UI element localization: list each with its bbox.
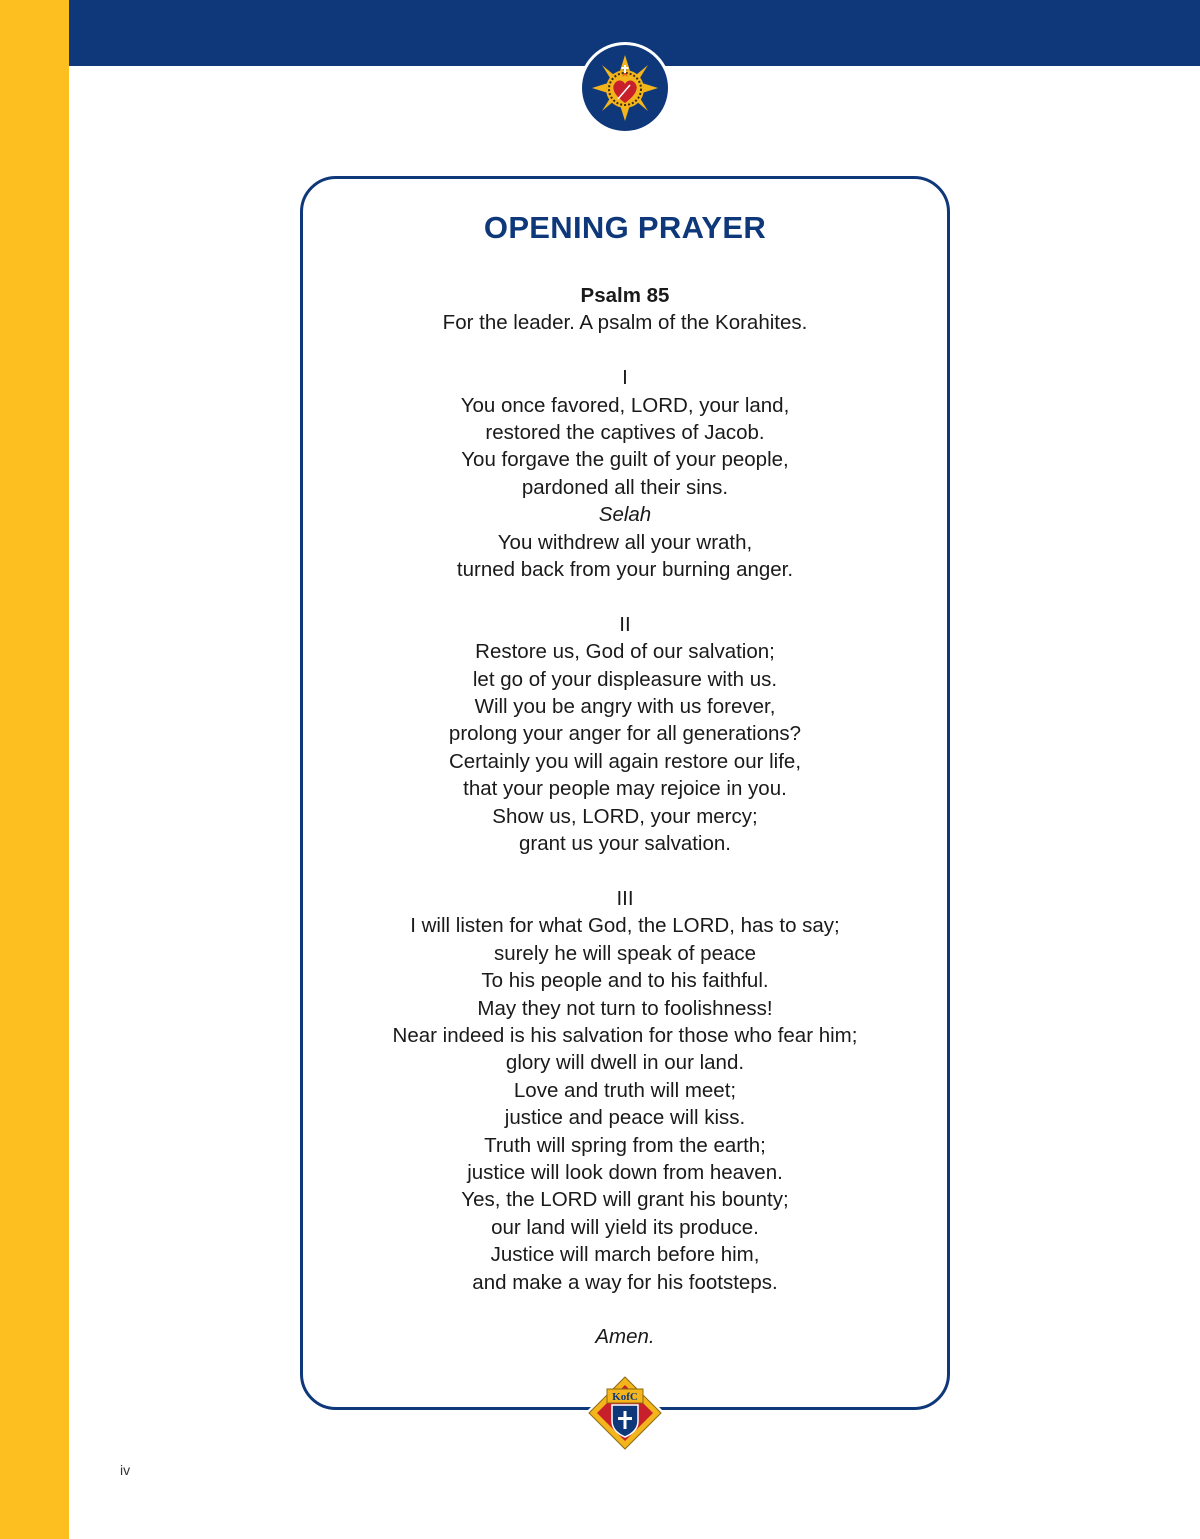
knights-of-columbus-emblem-icon: [583, 1371, 667, 1455]
verse-line: You forgave the guilt of your people,: [461, 448, 789, 472]
verse-line: Near indeed is his salvation for those who fear him;: [392, 1023, 858, 1047]
verse-line: grant us your salvation.: [519, 832, 731, 856]
verse-line: Certainly you will again restore our life,: [448, 749, 802, 773]
verse-line: Yes, the LORD will grant his bounty;: [461, 1188, 789, 1212]
selah-line: Selah: [598, 503, 652, 527]
verse-line: let go of your displeasure with us.: [472, 667, 778, 691]
psalm-text: [300, 282, 950, 1351]
closing-amen: Amen.: [595, 1325, 655, 1349]
verse-line: Love and truth will meet;: [513, 1078, 737, 1102]
verse-line: pardoned all their sins.: [521, 475, 729, 499]
verse-line: restored the captives of Jacob.: [485, 421, 765, 445]
emblem-text: KofC: [612, 1391, 638, 1403]
section-numeral: III: [616, 886, 634, 910]
sacred-heart-icon: [578, 41, 672, 135]
verse-line: surely he will speak of peace: [493, 941, 757, 965]
verse-line: Restore us, God of our salvation;: [475, 640, 775, 664]
verse-line: I will listen for what God, the LORD, has to say;: [410, 914, 840, 938]
psalm-heading: Psalm 85: [580, 284, 670, 307]
verse-line: May they not turn to foolishness!: [477, 996, 773, 1020]
verse-line: To his people and to his faithful.: [481, 969, 769, 993]
page-number: iv: [120, 1462, 131, 1478]
section-numeral: II: [619, 612, 631, 636]
verse-line: You withdrew all your wrath,: [497, 530, 753, 554]
side-gold-stripe: [0, 0, 69, 1539]
verse-line: glory will dwell in our land.: [505, 1051, 745, 1075]
verse-line: justice will look down from heaven.: [467, 1160, 783, 1184]
verse-line: Justice will march before him,: [490, 1243, 760, 1267]
verse-line: Will you be angry with us forever,: [474, 695, 776, 719]
verse-line: our land will yield its produce.: [491, 1215, 759, 1239]
section-numeral: I: [622, 366, 628, 390]
verse-line: turned back from your burning anger.: [456, 558, 794, 582]
verse-line: and make a way for his footsteps.: [472, 1270, 778, 1294]
verse-line: prolong your anger for all generations?: [448, 722, 802, 746]
verse-line: Truth will spring from the earth;: [484, 1133, 766, 1157]
verse-line: Show us, LORD, your mercy;: [492, 804, 758, 828]
verse-line: justice and peace will kiss.: [504, 1106, 746, 1130]
verse-line: that your people may rejoice in you.: [463, 777, 787, 801]
page-title: OPENING PRAYER: [483, 210, 767, 245]
verse-line: You once favored, LORD, your land,: [460, 393, 790, 417]
psalm-subtitle: For the leader. A psalm of the Korahites.: [442, 311, 808, 335]
